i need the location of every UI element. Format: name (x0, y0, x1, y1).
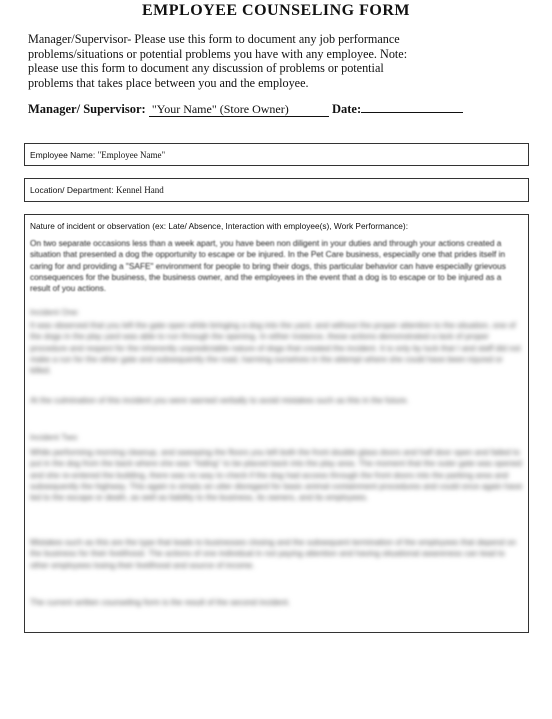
employee-name-label: Employee Name: (30, 150, 96, 160)
incident-paragraph-1: On two separate occasions less than a week apart, you have been non diligent in your duties and through your actions created a situation that presented a dog the opportunity to escape or be injured. In the Pet Care business, especially one that prides itself in caring for and providing a "SAFE" environment for people to bring their dogs, this particular behavior can have especially grievous consequences for the business, the business owner, and the employees in the event that a dog is to escape or to be injured as a result of you actions. (30, 238, 506, 294)
incident-description-box[interactable] (24, 214, 529, 633)
incident-description-label: Nature of incident or observation (ex: Late/ Absence, Interaction with employee(s), Work Performance): (30, 221, 408, 231)
manager-label: Manager/ Supervisor: (28, 102, 146, 116)
incident-paragraph-6: The current written counseling form is the result of the second incident. (30, 597, 291, 607)
location-department-box[interactable] (24, 178, 529, 202)
location-department-label: Location/ Department: (30, 185, 114, 195)
incident-two-heading: Incident Two: (30, 432, 79, 442)
employee-name-field (30, 150, 165, 160)
incident-one-heading: Incident One: (30, 307, 80, 317)
incident-paragraph-3: At the culmination of this incident you were warned verbally to avoid mistakes such as this in the future. (30, 395, 409, 405)
employee-name-box[interactable] (24, 143, 529, 166)
location-department-value: Kennel Hand (116, 185, 164, 195)
location-department-field (30, 185, 164, 195)
incident-paragraph-4: While performing morning cleanup, and sweeping the floors you left both the front double glass doors and half door open and failed to put in the dog from the back where she was "hiding" to be placed back into the play area. The moment that the outer gate was opened and she re-entered the building, there was no way to check if the dog had access through the front doors into the parking area and subsequently the highway. This again is simply an utter disregard for basic animal containment procedures and could once again have led to the escape or death, as well as liability to the business, its owners, and its employees. (30, 447, 523, 503)
incident-paragraph-2: It was observed that you left the gate open while bringing a dog into the yard, and without the proper attention to the situation, one of the dogs in the play yard was able to run through the opening. In either instance, these actions demonstrated a lack of proper procedure and respect for the inherently unpredictable nature of dogs that created the incident. It is only by luck that I and staff did not make a run for the other gate and subsequently the road, harming ourselves in the attempt where she could have been injured or killed. (30, 320, 521, 376)
form-instructions: Manager/Supervisor- Please use this form to document any job performance problems/situations or potential problems you have with any employee. Note: please use this form to document any discussion of problems or potential problems that takes place between you and the employee. (28, 32, 408, 90)
manager-field[interactable] (149, 103, 329, 117)
manager-line (28, 102, 448, 117)
incident-paragraph-5: Mistakes such as this are the type that leads to businesses closing and the subsequent termination of the employees that depend on the business for their livelihood. The actions of one individual in not paying attention and having situational awareness can lead to other employees losing their livelihood and source of income. (30, 537, 517, 570)
form-title: EMPLOYEE COUNSELING FORM (141, 2, 410, 19)
date-field[interactable] (361, 112, 463, 113)
employee-name-value: "Employee Name" (97, 150, 166, 160)
date-label: Date: (331, 102, 362, 116)
manager-value: "Your Name" (Store Owner) (151, 102, 289, 116)
